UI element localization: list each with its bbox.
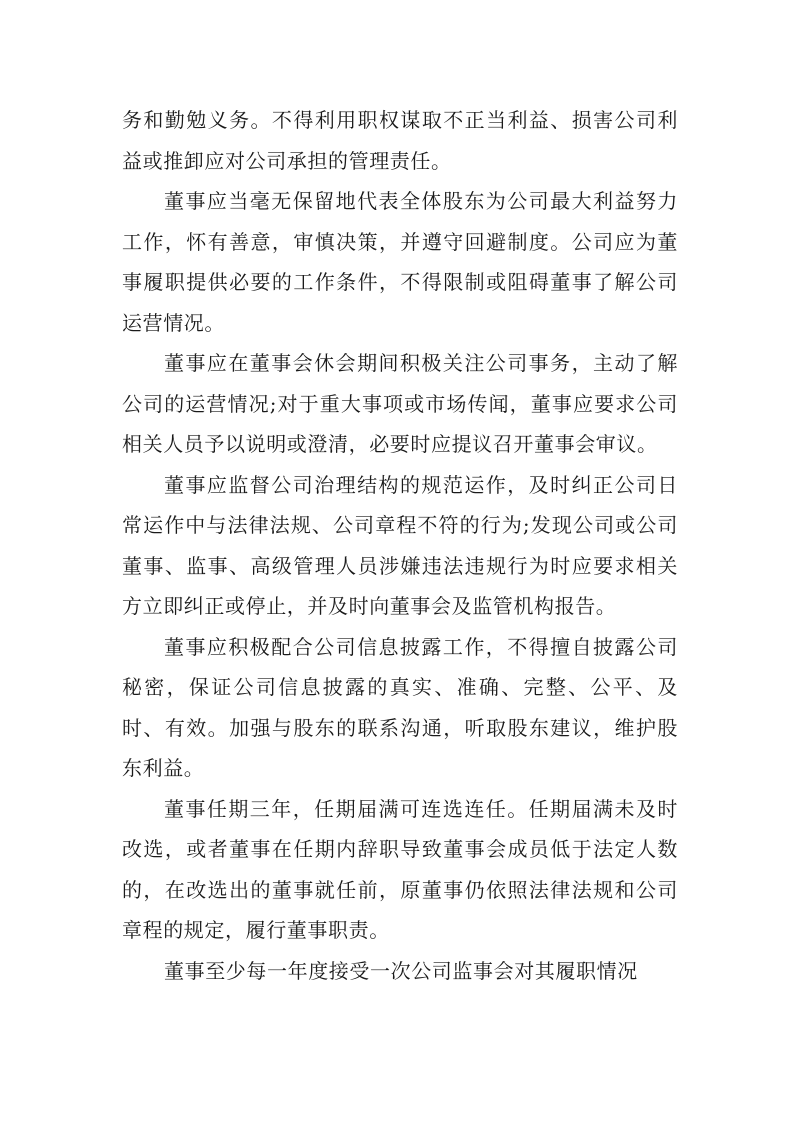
paragraph: 董事应当毫无保留地代表全体股东为公司最大利益努力工作，怀有善意，审慎决策，并遵守回避制度。公司应为董事履职提供必要的工作条件，不得限制或阻碍董事了解公司运营情况。 [122, 189, 678, 335]
paragraph: 董事应在董事会休会期间积极关注公司事务，主动了解公司的运营情况;对于重大事项或市场传闻，董事应要求公司相关人员予以说明或澄清，必要时应提议召开董事会审议。 [122, 351, 678, 456]
paragraph: 董事至少每一年度接受一次公司监事会对其履职情况 [164, 958, 638, 983]
paragraph: 董事任期三年，任期届满可连选连任。任期届满未及时改选，或者董事在任期内辞职导致董事会成员低于法定人数的，在改选出的董事就任前，原董事仍依照法律法规和公司章程的规定，履行董事职责。 [122, 796, 678, 942]
paragraph: 董事应监督公司治理结构的规范运作，及时纠正公司日常运作中与法律法规、公司章程不符的行为;发现公司或公司董事、监事、高级管理人员涉嫌违法违规行为时应要求相关方立即纠正或停止，并及时向董事会及监管机构报告。 [122, 472, 678, 618]
document-body [122, 100, 678, 991]
paragraph: 董事应积极配合公司信息披露工作，不得擅自披露公司秘密，保证公司信息披露的真实、准确、完整、公平、及时、有效。加强与股东的联系沟通，听取股东建议，维护股东利益。 [122, 634, 678, 780]
paragraph-continued: 务和勤勉义务。不得利用职权谋取不正当利益、损害公司利益或推卸应对公司承担的管理责任。 [122, 108, 678, 173]
